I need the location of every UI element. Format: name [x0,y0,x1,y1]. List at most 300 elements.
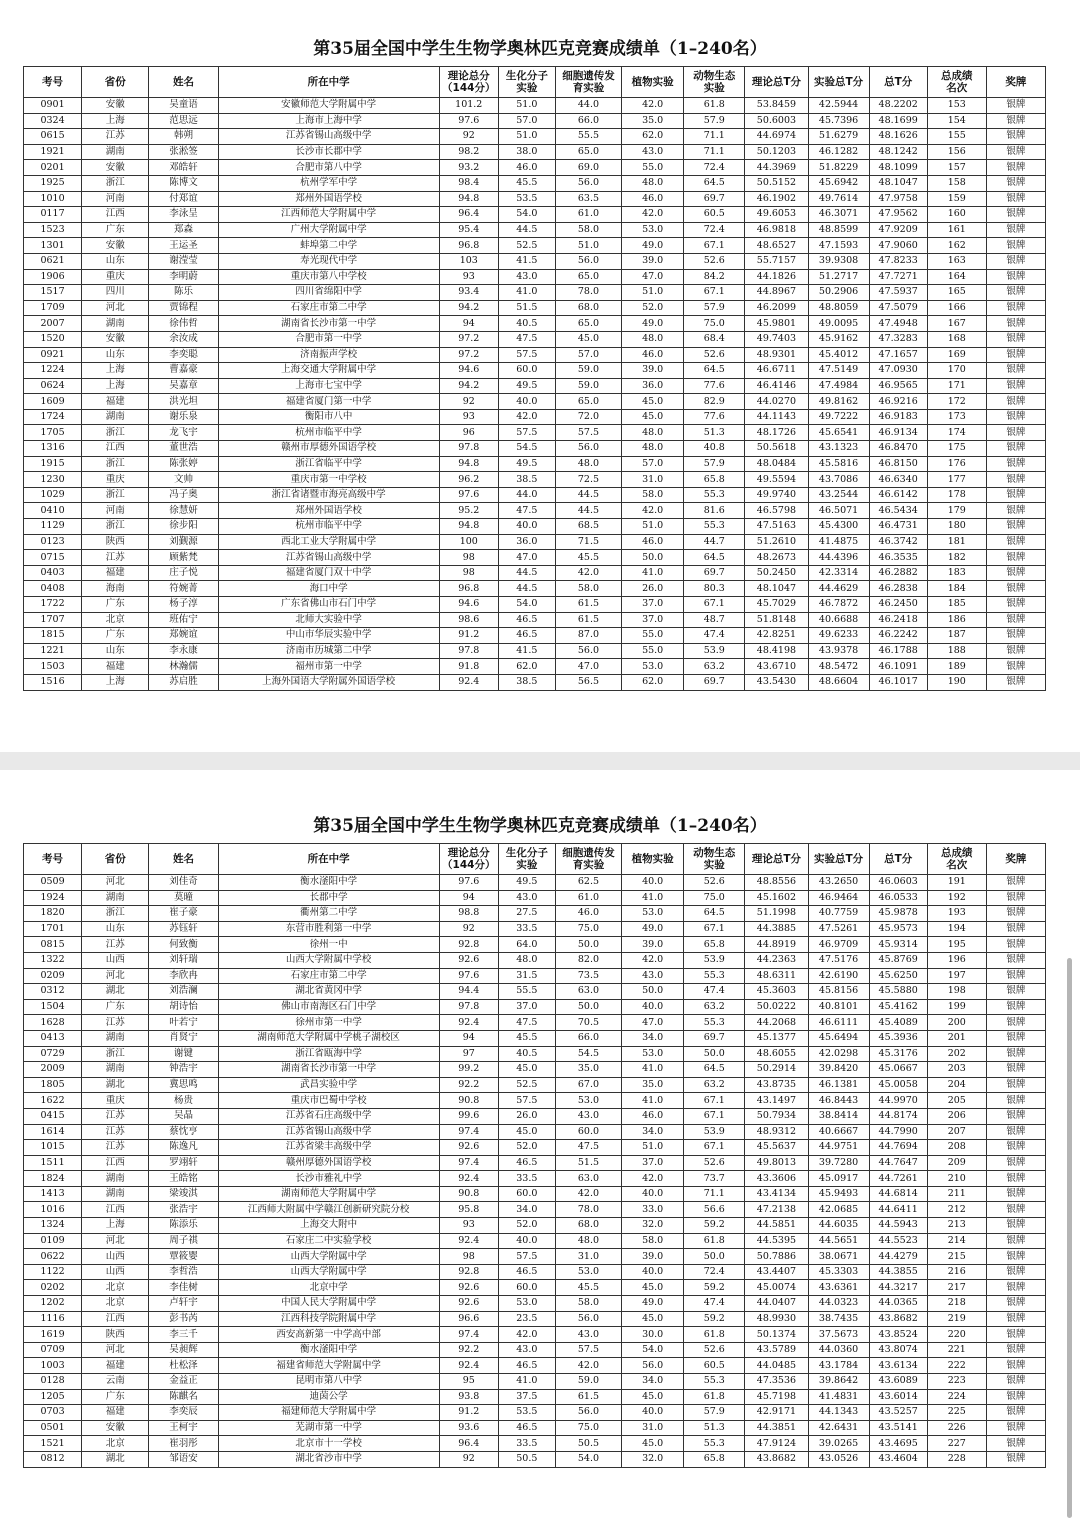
cell-total-t-score: 44.7647 [869,1155,927,1171]
cell-total-t-score: 44.5523 [869,1233,927,1249]
cell-cell-genetics-lab: 54.0 [555,1451,621,1467]
cell-animal-ecology-lab: 64.5 [684,363,745,379]
cell-total-t-score: 47.9060 [869,238,927,254]
cell-rank: 223 [927,1374,986,1390]
cell-medal: 银牌 [986,207,1045,223]
cell-medal: 银牌 [986,581,1045,597]
cell-province: 湖南 [82,1171,149,1187]
cell-cell-genetics-lab: 58.0 [555,1296,621,1312]
cell-school: 西安高新第一中学高中部 [218,1327,439,1343]
cell-school: 上海市上海中学 [218,113,439,129]
cell-cell-genetics-lab: 56.0 [555,643,621,659]
cell-rank: 206 [927,1108,986,1124]
cell-biochem-lab: 23.5 [498,1311,555,1327]
cell-theory-t-score: 48.1047 [745,581,808,597]
table-row [24,984,1046,1000]
cell-name: 覃筱婴 [149,1249,218,1265]
cell-animal-ecology-lab: 40.8 [684,441,745,457]
cell-cell-genetics-lab: 54.5 [555,1046,621,1062]
cell-cell-genetics-lab: 48.0 [555,456,621,472]
cell-medal: 银牌 [986,1264,1045,1280]
cell-province: 湖南 [82,1186,149,1202]
cell-theory-t-score: 43.1497 [745,1093,808,1109]
cell-exam-no: 1116 [24,1311,82,1327]
cell-cell-genetics-lab: 57.5 [555,1342,621,1358]
cell-school: 湖南省长沙市第一中学 [218,1062,439,1078]
cell-theory-t-score: 50.2914 [745,1062,808,1078]
cell-cell-genetics-lab: 68.0 [555,1218,621,1234]
cell-name: 陈添乐 [149,1218,218,1234]
cell-rank: 183 [927,565,986,581]
table-row [24,456,1046,472]
cell-theory-t-score: 45.7029 [745,597,808,613]
cell-medal: 银牌 [986,1108,1045,1124]
cell-medal: 银牌 [986,456,1045,472]
cell-lab-t-score: 48.6604 [808,674,869,690]
cell-province: 江苏 [82,550,149,566]
cell-province: 北京 [82,1436,149,1452]
cell-plant-lab: 30.0 [622,1327,684,1343]
cell-rank: 216 [927,1264,986,1280]
cell-biochem-lab: 53.0 [498,1296,555,1312]
cell-name: 余汝成 [149,331,218,347]
cell-school: 湖南省长沙市第一中学 [218,316,439,332]
table-row [24,1264,1046,1280]
cell-name: 蔡忱亨 [149,1124,218,1140]
cell-school: 江苏省石庄高级中学 [218,1108,439,1124]
cell-total-t-score: 43.6134 [869,1358,927,1374]
header-row [24,844,1046,875]
cell-lab-t-score: 43.7086 [808,472,869,488]
column-header-theory-t-score: 理论总T分 [745,67,808,98]
cell-school: 北师大实验中学 [218,612,439,628]
cell-theory-t-score: 45.9801 [745,316,808,332]
cell-cell-genetics-lab: 58.0 [555,581,621,597]
cell-lab-t-score: 46.5071 [808,503,869,519]
cell-lab-t-score: 40.6688 [808,612,869,628]
cell-province: 山西 [82,952,149,968]
cell-lab-t-score: 47.4984 [808,378,869,394]
cell-animal-ecology-lab: 59.2 [684,1218,745,1234]
cell-school: 衢州第二中学 [218,906,439,922]
cell-theory-t-score: 44.3851 [745,1420,808,1436]
cell-theory-score: 94.4 [439,984,498,1000]
cell-name: 苏启胜 [149,674,218,690]
cell-total-t-score: 43.5141 [869,1420,927,1436]
cell-lab-t-score: 39.8420 [808,1062,869,1078]
column-header-rank: 总成绩 名次 [927,844,986,875]
cell-theory-score: 92.4 [439,1358,498,1374]
cell-exam-no: 0509 [24,875,82,891]
results-table [23,66,1046,691]
cell-name: 王运圣 [149,238,218,254]
cell-medal: 银牌 [986,503,1045,519]
cell-biochem-lab: 47.5 [498,331,555,347]
cell-name: 贾锦程 [149,300,218,316]
cell-cell-genetics-lab: 42.0 [555,565,621,581]
table-row [24,628,1046,644]
cell-name: 文帅 [149,472,218,488]
cell-rank: 224 [927,1389,986,1405]
cell-province: 湖南 [82,409,149,425]
cell-theory-t-score: 49.7403 [745,331,808,347]
cell-exam-no: 0202 [24,1280,82,1296]
cell-exam-no: 1805 [24,1077,82,1093]
table-row [24,643,1046,659]
scrollbar[interactable] [1067,958,1072,1518]
cell-animal-ecology-lab: 55.3 [684,968,745,984]
cell-province: 江苏 [82,937,149,953]
cell-cell-genetics-lab: 56.0 [555,441,621,457]
cell-animal-ecology-lab: 52.6 [684,253,745,269]
cell-biochem-lab: 36.0 [498,534,555,550]
cell-name: 李奕聪 [149,347,218,363]
cell-exam-no: 1230 [24,472,82,488]
cell-medal: 银牌 [986,937,1045,953]
cell-exam-no: 1413 [24,1186,82,1202]
cell-theory-score: 94.6 [439,363,498,379]
table-row [24,144,1046,160]
cell-medal: 银牌 [986,1451,1045,1467]
cell-plant-lab: 42.0 [622,952,684,968]
cell-name: 刘觐源 [149,534,218,550]
cell-theory-t-score: 45.1602 [745,890,808,906]
table-row [24,1046,1046,1062]
cell-theory-t-score: 44.6974 [745,129,808,145]
cell-lab-t-score: 44.0323 [808,1296,869,1312]
cell-total-t-score: 43.4604 [869,1451,927,1467]
cell-province: 河北 [82,875,149,891]
table-row [24,1342,1046,1358]
cell-province: 北京 [82,1296,149,1312]
cell-biochem-lab: 57.5 [498,425,555,441]
cell-rank: 173 [927,409,986,425]
cell-medal: 银牌 [986,1327,1045,1343]
cell-province: 福建 [82,1358,149,1374]
cell-rank: 228 [927,1451,986,1467]
cell-total-t-score: 47.1657 [869,347,927,363]
cell-cell-genetics-lab: 31.0 [555,1249,621,1265]
cell-biochem-lab: 52.0 [498,1140,555,1156]
cell-plant-lab: 46.0 [622,534,684,550]
cell-total-t-score: 45.3936 [869,1030,927,1046]
cell-school: 山西大学附属中学 [218,1249,439,1265]
cell-plant-lab: 45.0 [622,1311,684,1327]
cell-plant-lab: 45.0 [622,394,684,410]
table-row [24,1155,1046,1171]
cell-exam-no: 0201 [24,160,82,176]
cell-animal-ecology-lab: 75.0 [684,316,745,332]
cell-cell-genetics-lab: 73.5 [555,968,621,984]
table-row [24,674,1046,690]
cell-province: 北京 [82,612,149,628]
cell-school: 福建省师范大学附属中学 [218,1358,439,1374]
cell-exam-no: 1202 [24,1296,82,1312]
cell-biochem-lab: 46.5 [498,612,555,628]
cell-theory-score: 94.2 [439,300,498,316]
cell-school: 江西科技学院附属中学 [218,1311,439,1327]
cell-school: 郑州外国语学校 [218,503,439,519]
cell-total-t-score: 44.7990 [869,1124,927,1140]
cell-theory-score: 96.6 [439,1311,498,1327]
cell-theory-score: 93.2 [439,160,498,176]
cell-province: 湖北 [82,1077,149,1093]
cell-name: 曹嘉豪 [149,363,218,379]
cell-province: 广东 [82,999,149,1015]
cell-biochem-lab: 49.5 [498,456,555,472]
cell-plant-lab: 42.0 [622,207,684,223]
cell-rank: 196 [927,952,986,968]
cell-total-t-score: 48.1699 [869,113,927,129]
cell-animal-ecology-lab: 72.4 [684,160,745,176]
cell-biochem-lab: 45.5 [498,1030,555,1046]
cell-animal-ecology-lab: 53.9 [684,643,745,659]
cell-plant-lab: 53.0 [622,659,684,675]
column-header-plant-lab: 植物实验 [622,67,684,98]
table-row [24,175,1046,191]
column-header-theory-t-score: 理论总T分 [745,844,808,875]
cell-name: 卢轩宇 [149,1296,218,1312]
cell-school: 寿光现代中学 [218,253,439,269]
cell-rank: 215 [927,1249,986,1265]
cell-medal: 银牌 [986,175,1045,191]
table-row [24,1233,1046,1249]
cell-province: 江西 [82,1202,149,1218]
cell-name: 邓皓轩 [149,160,218,176]
cell-name: 林瀚儒 [149,659,218,675]
cell-rank: 201 [927,1030,986,1046]
table-row [24,1249,1046,1265]
cell-exam-no: 0622 [24,1249,82,1265]
cell-animal-ecology-lab: 47.4 [684,628,745,644]
cell-total-t-score: 48.1626 [869,129,927,145]
cell-theory-score: 92.8 [439,937,498,953]
cell-plant-lab: 45.0 [622,1280,684,1296]
cell-theory-score: 91.8 [439,659,498,675]
cell-theory-t-score: 51.8148 [745,612,808,628]
cell-total-t-score: 44.6814 [869,1186,927,1202]
cell-exam-no: 1924 [24,890,82,906]
column-header-animal-ecology-lab: 动物生态 实验 [684,844,745,875]
cell-lab-t-score: 51.6279 [808,129,869,145]
cell-exam-no: 1511 [24,1155,82,1171]
cell-theory-t-score: 47.5163 [745,519,808,535]
cell-rank: 157 [927,160,986,176]
cell-exam-no: 1925 [24,175,82,191]
cell-theory-t-score: 47.2138 [745,1202,808,1218]
cell-theory-score: 97.6 [439,113,498,129]
cell-cell-genetics-lab: 50.0 [555,999,621,1015]
cell-medal: 银牌 [986,409,1045,425]
table-row [24,503,1046,519]
cell-rank: 192 [927,890,986,906]
cell-lab-t-score: 41.4831 [808,1389,869,1405]
cell-cell-genetics-lab: 43.0 [555,1108,621,1124]
table-row [24,1436,1046,1452]
cell-rank: 172 [927,394,986,410]
cell-total-t-score: 45.4089 [869,1015,927,1031]
cell-cell-genetics-lab: 59.0 [555,1374,621,1390]
cell-theory-t-score: 45.0074 [745,1280,808,1296]
cell-exam-no: 1521 [24,1436,82,1452]
cell-plant-lab: 41.0 [622,1093,684,1109]
cell-province: 安徽 [82,331,149,347]
cell-theory-t-score: 48.6055 [745,1046,808,1062]
cell-rank: 209 [927,1155,986,1171]
cell-name: 崔子豪 [149,906,218,922]
cell-theory-t-score: 44.5851 [745,1218,808,1234]
column-header-name: 姓名 [149,67,218,98]
cell-animal-ecology-lab: 50.0 [684,1249,745,1265]
cell-rank: 213 [927,1218,986,1234]
cell-school: 徐州市第一中学 [218,1015,439,1031]
cell-theory-score: 97.4 [439,1327,498,1343]
cell-animal-ecology-lab: 60.5 [684,1358,745,1374]
cell-medal: 银牌 [986,968,1045,984]
cell-animal-ecology-lab: 73.7 [684,1171,745,1187]
cell-school: 江苏省锡山高级中学 [218,129,439,145]
cell-lab-t-score: 37.5673 [808,1327,869,1343]
table-row [24,378,1046,394]
cell-plant-lab: 53.0 [622,1046,684,1062]
cell-name: 陈麒名 [149,1389,218,1405]
cell-exam-no: 0624 [24,378,82,394]
cell-theory-t-score: 43.5430 [745,674,808,690]
cell-medal: 银牌 [986,1202,1045,1218]
cell-province: 山西 [82,1264,149,1280]
cell-theory-t-score: 50.5152 [745,175,808,191]
cell-medal: 银牌 [986,628,1045,644]
cell-medal: 银牌 [986,519,1045,535]
cell-medal: 银牌 [986,1171,1045,1187]
cell-cell-genetics-lab: 65.0 [555,316,621,332]
cell-lab-t-score: 43.1784 [808,1358,869,1374]
cell-province: 浙江 [82,1046,149,1062]
cell-lab-t-score: 44.6035 [808,1218,869,1234]
cell-plant-lab: 56.0 [622,1358,684,1374]
cell-school: 上海市七宝中学 [218,378,439,394]
cell-rank: 186 [927,612,986,628]
cell-biochem-lab: 33.5 [498,1171,555,1187]
cell-animal-ecology-lab: 67.1 [684,1140,745,1156]
cell-medal: 银牌 [986,1046,1045,1062]
cell-plant-lab: 58.0 [622,1233,684,1249]
cell-lab-t-score: 46.6111 [808,1015,869,1031]
cell-total-t-score: 44.7261 [869,1171,927,1187]
cell-rank: 221 [927,1342,986,1358]
cell-medal: 银牌 [986,425,1045,441]
cell-total-t-score: 48.1242 [869,144,927,160]
cell-lab-t-score: 44.4629 [808,581,869,597]
cell-total-t-score: 46.2450 [869,597,927,613]
cell-biochem-lab: 57.5 [498,1093,555,1109]
cell-animal-ecology-lab: 67.1 [684,921,745,937]
cell-name: 吴晶 [149,1108,218,1124]
cell-theory-t-score: 43.6710 [745,659,808,675]
cell-rank: 168 [927,331,986,347]
cell-province: 山东 [82,347,149,363]
cell-animal-ecology-lab: 53.9 [684,1124,745,1140]
cell-medal: 银牌 [986,316,1045,332]
cell-biochem-lab: 43.0 [498,1342,555,1358]
cell-theory-t-score: 48.9930 [745,1311,808,1327]
cell-lab-t-score: 46.3071 [808,207,869,223]
cell-exam-no: 0415 [24,1108,82,1124]
column-header-theory-score: 理论总分 （144分） [439,67,498,98]
cell-province: 江西 [82,441,149,457]
cell-province: 福建 [82,565,149,581]
cell-cell-genetics-lab: 56.0 [555,1405,621,1421]
cell-school: 重庆市巴蜀中学校 [218,1093,439,1109]
cell-theory-score: 92.2 [439,1342,498,1358]
cell-rank: 211 [927,1186,986,1202]
cell-plant-lab: 46.0 [622,347,684,363]
cell-school: 浙江省瓯海中学 [218,1046,439,1062]
cell-biochem-lab: 52.0 [498,1218,555,1234]
cell-rank: 214 [927,1233,986,1249]
cell-animal-ecology-lab: 52.6 [684,875,745,891]
cell-theory-score: 98 [439,565,498,581]
cell-animal-ecology-lab: 51.3 [684,425,745,441]
cell-school: 石家庄市第二中学 [218,968,439,984]
cell-rank: 222 [927,1358,986,1374]
cell-lab-t-score: 51.8229 [808,160,869,176]
cell-plant-lab: 26.0 [622,581,684,597]
cell-province: 安徽 [82,1420,149,1436]
cell-total-t-score: 45.5880 [869,984,927,1000]
cell-biochem-lab: 40.0 [498,519,555,535]
cell-school: 衡水滏阳中学 [218,1342,439,1358]
cell-name: 金益正 [149,1374,218,1390]
cell-rank: 190 [927,674,986,690]
cell-theory-score: 99.2 [439,1062,498,1078]
cell-total-t-score: 45.9878 [869,906,927,922]
cell-school: 福建省厦门第一中学 [218,394,439,410]
cell-school: 蚌埠第二中学 [218,238,439,254]
cell-cell-genetics-lab: 56.0 [555,175,621,191]
column-header-name: 姓名 [149,844,218,875]
cell-province: 北京 [82,1280,149,1296]
cell-theory-score: 95 [439,1374,498,1390]
cell-animal-ecology-lab: 65.8 [684,472,745,488]
cell-cell-genetics-lab: 43.0 [555,1327,621,1343]
cell-province: 江苏 [82,1108,149,1124]
cell-cell-genetics-lab: 50.5 [555,1436,621,1452]
cell-theory-t-score: 45.7198 [745,1389,808,1405]
cell-lab-t-score: 46.7872 [808,597,869,613]
cell-cell-genetics-lab: 60.0 [555,1124,621,1140]
cell-exam-no: 0715 [24,550,82,566]
cell-theory-t-score: 44.0485 [745,1358,808,1374]
cell-theory-score: 101.2 [439,98,498,114]
cell-lab-t-score: 41.4875 [808,534,869,550]
cell-cell-genetics-lab: 63.0 [555,1171,621,1187]
column-header-school: 所在中学 [218,67,439,98]
cell-school: 合肥市第八中学 [218,160,439,176]
cell-exam-no: 0209 [24,968,82,984]
cell-theory-score: 92 [439,394,498,410]
cell-cell-genetics-lab: 53.0 [555,1093,621,1109]
cell-exam-no: 1015 [24,1140,82,1156]
cell-total-t-score: 46.8470 [869,441,927,457]
column-header-exam-no: 考号 [24,67,82,98]
cell-lab-t-score: 49.0095 [808,316,869,332]
cell-plant-lab: 39.0 [622,253,684,269]
cell-medal: 银牌 [986,1218,1045,1234]
table-row [24,565,1046,581]
cell-biochem-lab: 46.0 [498,160,555,176]
cell-rank: 189 [927,659,986,675]
